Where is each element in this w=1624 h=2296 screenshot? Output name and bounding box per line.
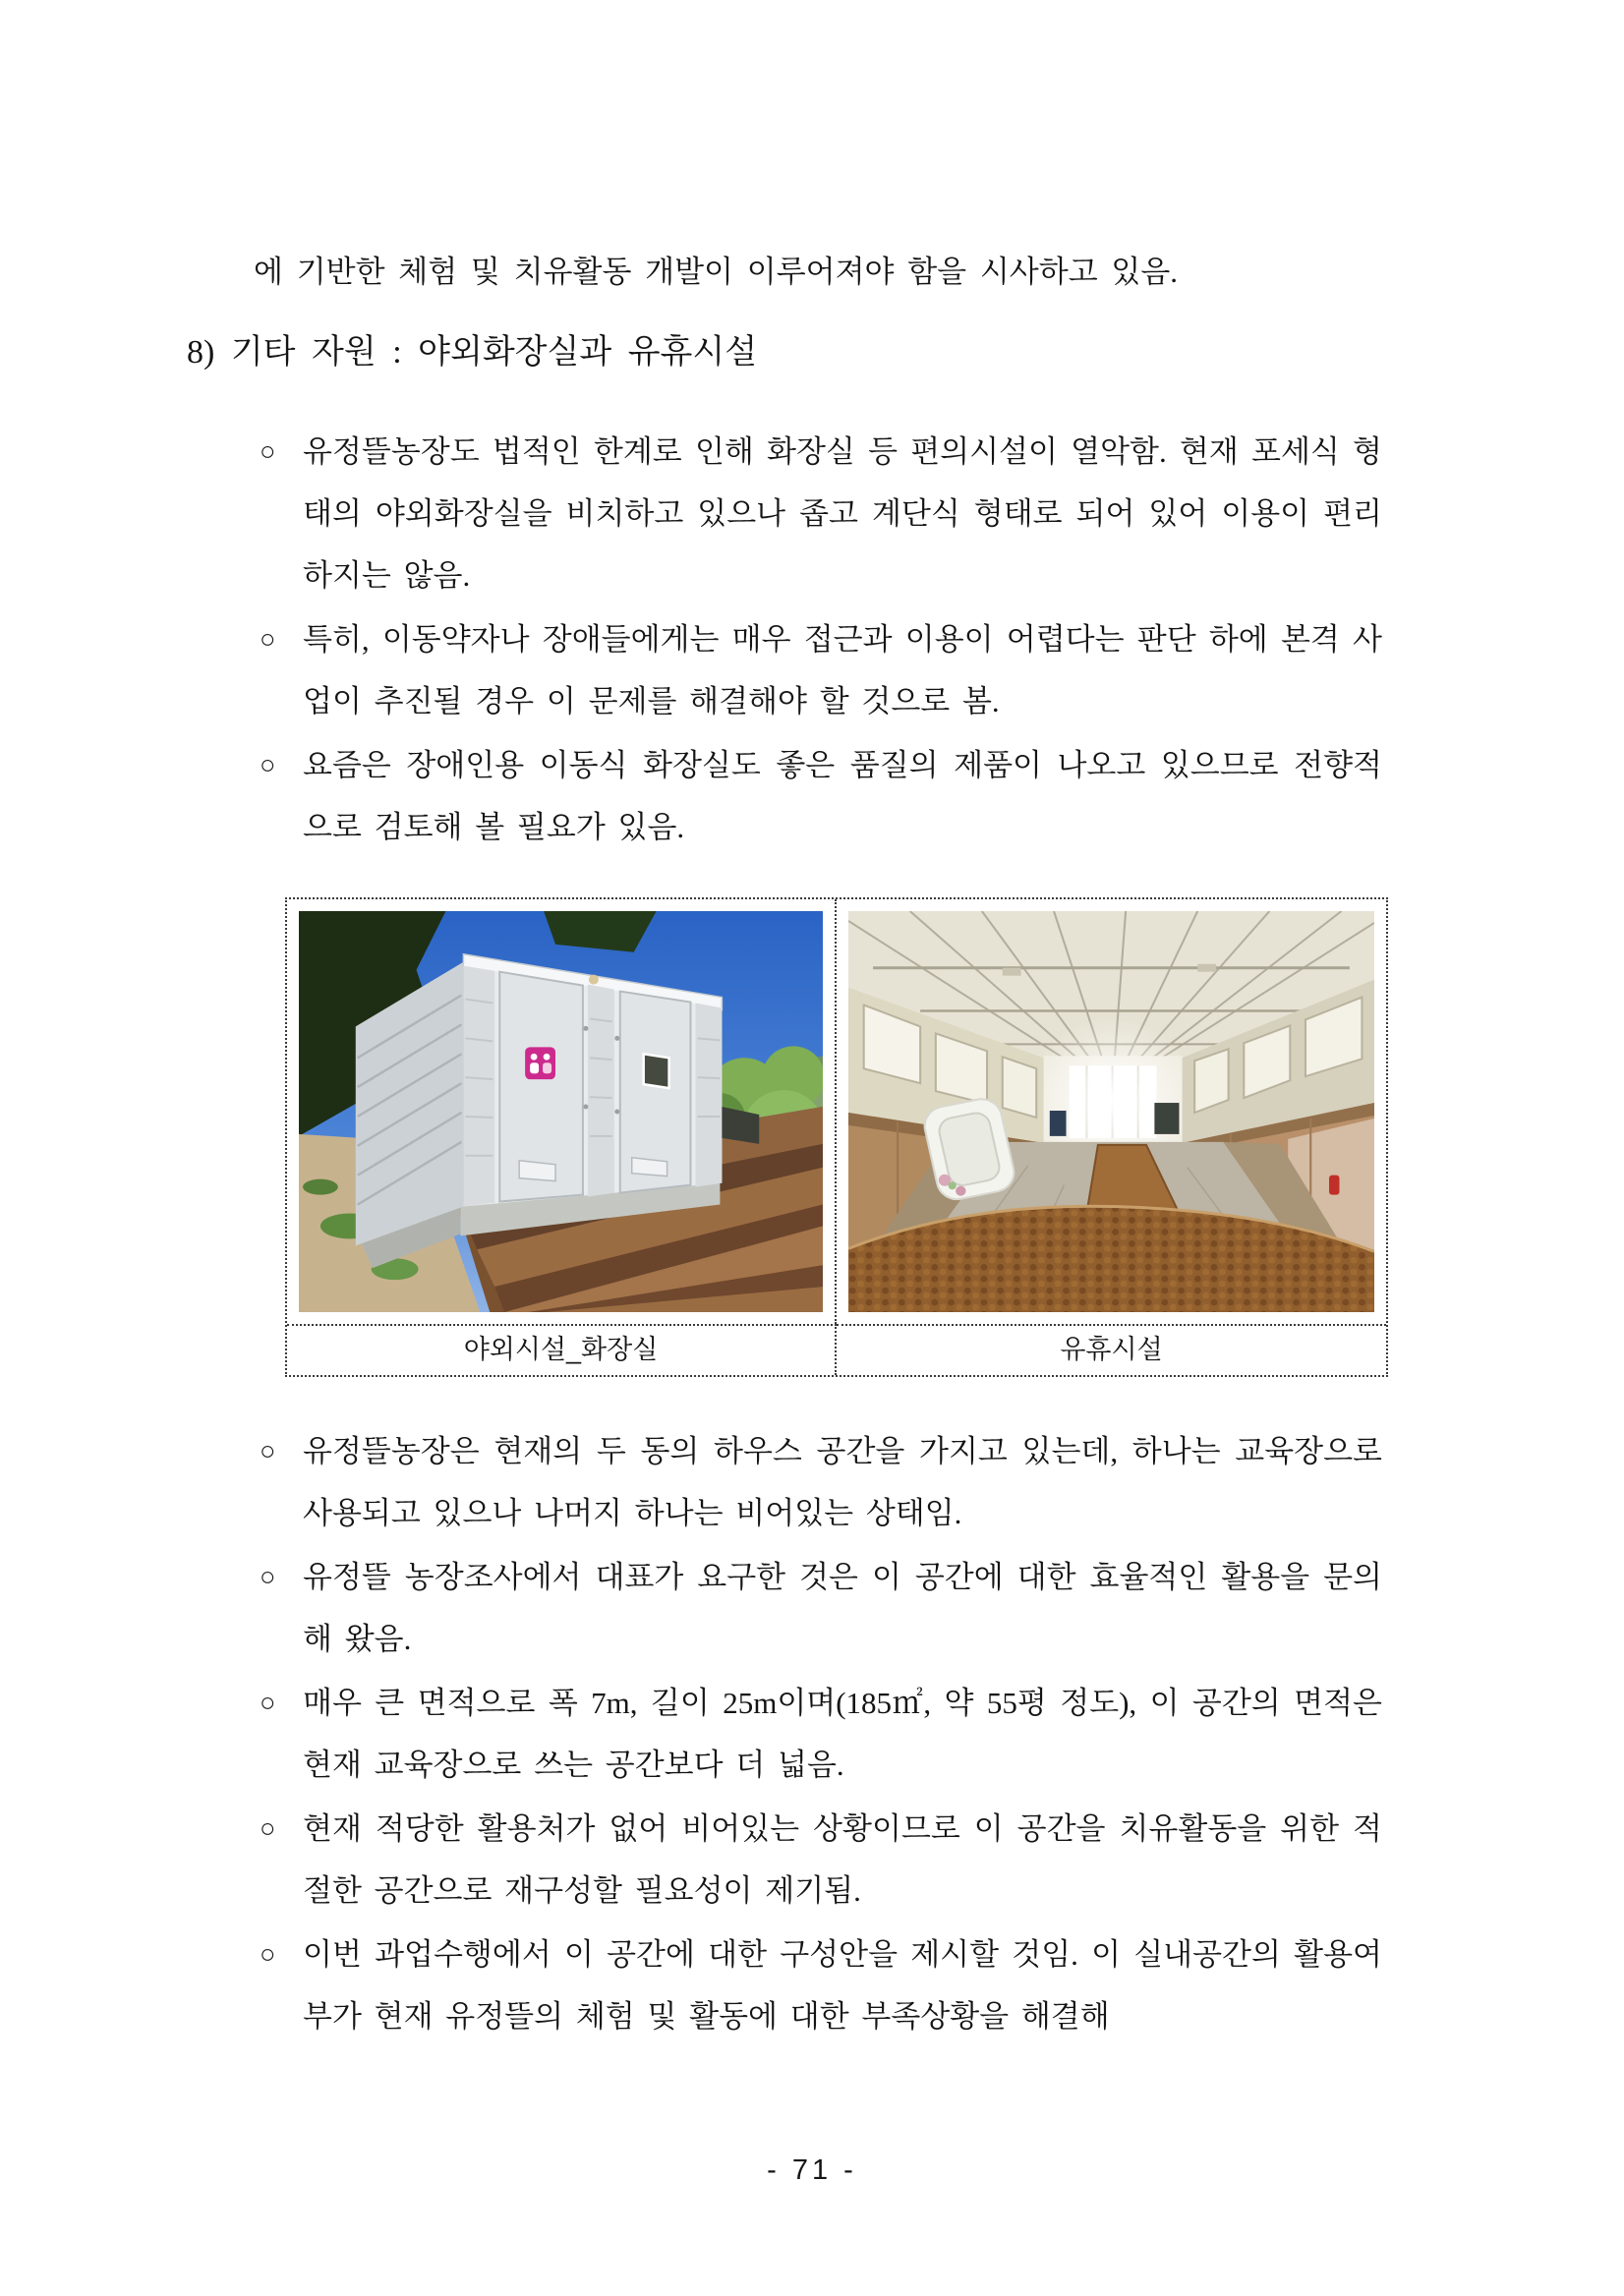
list-item	[260, 608, 1382, 732]
paragraph-continuation: 에 기반한 체험 및 치유활동 개발이 이루어져야 함을 시사하고 있음.	[254, 255, 1179, 289]
figure-caption-right: 유휴시설	[837, 1324, 1386, 1375]
bullet-marker: ○	[260, 624, 276, 654]
figure-caption-left: 야외시설_화장실	[287, 1324, 837, 1375]
list-item	[260, 1672, 1382, 1796]
bullet-text: 요즘은 장애인용 이동식 화장실도 좋은 품질의 제품이 나오고 있으므로 전향적으로 검토해 볼 필요가 있음.	[303, 748, 1382, 844]
list-item	[260, 734, 1382, 858]
section-heading: 8) 기타 자원 : 야외화장실과 유휴시설	[187, 334, 758, 371]
figure-table	[285, 897, 1388, 1377]
list-item	[260, 1923, 1382, 2047]
bullet-text: 매우 큰 면적으로 폭 7m, 길이 25m이며(185㎡, 약 55평 정도), 이 공간의 면적은 현재 교육장으로 쓰는 공간보다 더 넓음.	[303, 1686, 1382, 1782]
figure-cell-right	[837, 899, 1386, 1324]
page-number: - 71 -	[767, 2154, 857, 2186]
bullet-list-top	[187, 421, 1382, 858]
bullet-text: 특히, 이동약자나 장애들에게는 매우 접근과 이용이 어렵다는 판단 하에 본격 사업이 추진될 경우 이 문제를 해결해야 할 것으로 봄.	[303, 622, 1382, 718]
bullet-marker: ○	[260, 1939, 276, 1969]
bullet-marker: ○	[260, 436, 276, 466]
bullet-marker: ○	[260, 1562, 276, 1591]
bullet-list-bottom	[187, 1420, 1382, 2047]
photo-idle-greenhouse	[848, 911, 1374, 1312]
photo-idle-greenhouse-illustration	[848, 911, 1374, 1312]
bullet-text: 유정뜰농장도 법적인 한계로 인해 화장실 등 편의시설이 열악함. 현재 포세식 형태의 야외화장실을 비치하고 있으나 좁고 계단식 형태로 되어 있어 이용이 편리하지는 않음.	[303, 434, 1382, 593]
figure-cell-left	[287, 899, 837, 1324]
bullet-marker: ○	[260, 750, 276, 779]
bullet-marker: ○	[260, 1688, 276, 1717]
list-item	[260, 1798, 1382, 1922]
list-item	[260, 1546, 1382, 1670]
list-item	[260, 421, 1382, 606]
bullet-marker: ○	[260, 1813, 276, 1843]
bullet-text: 현재 적당한 활용처가 없어 비어있는 상황이므로 이 공간을 치유활동을 위한 적절한 공간으로 재구성할 필요성이 제기됨.	[303, 1811, 1382, 1908]
list-item	[260, 1420, 1382, 1544]
page-content	[187, 248, 1382, 2047]
bullet-text: 유정뜰농장은 현재의 두 동의 하우스 공간을 가지고 있는데, 하나는 교육장으로 사용되고 있으나 나머지 하나는 비어있는 상태임.	[303, 1434, 1382, 1530]
bullet-text: 이번 과업수행에서 이 공간에 대한 구성안을 제시할 것임. 이 실내공간의 활용여부가 현재 유정뜰의 체험 및 활동에 대한 부족상황을 해결해	[303, 1937, 1382, 2034]
bullet-marker: ○	[260, 1436, 276, 1465]
photo-outdoor-toilet	[299, 911, 823, 1312]
photo-outdoor-toilet-illustration	[299, 911, 823, 1312]
bullet-text: 유정뜰 농장조사에서 대표가 요구한 것은 이 공간에 대한 효율적인 활용을 문의해 왔음.	[303, 1560, 1382, 1656]
